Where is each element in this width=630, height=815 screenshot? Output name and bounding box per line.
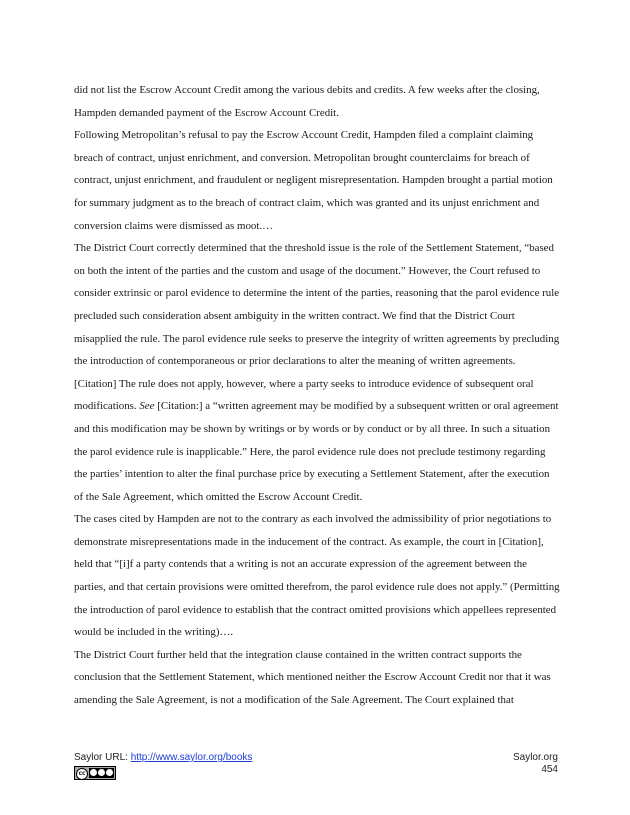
cc-circle-icon: cc <box>76 768 88 780</box>
paragraph <box>74 124 560 237</box>
footer-right <box>513 752 558 776</box>
page-footer <box>74 752 558 777</box>
paragraph <box>74 508 560 644</box>
license-terms-icon <box>89 768 114 778</box>
creative-commons-license-icon[interactable] <box>74 766 116 780</box>
paragraph <box>74 644 560 712</box>
paragraph-text: The cases cited by Hampden are not to the contrary as each involved the admissibility of prior negotiations to demonstrate misrepresentations made in the inducement of the contract. As example, the court in [Citation], held that “[i]f a party contends that a writing is not an accurate expression of the agreement between the parties, and that certain provisions were omitted therefrom, the parol evidence rule does not apply.” (Permitting the introduction of parol evidence to establish that the contract omitted provisions which appellees represented would be included in the writing)…. <box>74 513 560 639</box>
page-body <box>74 79 560 712</box>
paragraph <box>74 237 560 508</box>
footer-site: Saylor.org <box>512 752 558 763</box>
paragraph-text: The District Court further held that the integration clause contained in the written contract supports the conclusion that the Settlement Statement, which mentioned neither the Escrow Account Credit nor that it was amending the Sale Agreement, is not a modification of the Sale Agreement. The Court explained that <box>74 648 551 707</box>
footer-url-label: Saylor URL: <box>74 752 131 763</box>
italic-text: See <box>139 400 155 413</box>
footer-url-link[interactable]: http://www.saylor.org/books <box>130 752 253 763</box>
paragraph <box>74 79 560 124</box>
paragraph-text: did not list the Escrow Account Credit among the various debits and credits. A few weeks after the closing, Hampden demanded payment of the Escrow Account Credit. <box>74 84 540 119</box>
paragraph-text: [Citation:] a “written agreement may be modified by a subsequent written or oral agreement and this modification may be shown by writings or by words or by conduct or by all three. In such a situation the parol evidence rule is inapplicable.” Here, the parol evidence rule does not preclude testimony regarding the parties’ intention to alter the final purchase price by executing a Settlement Statement, after the execution of the Sale Agreement, which omitted the Escrow Account Credit. <box>74 400 559 503</box>
page-number: 454 <box>541 764 558 775</box>
footer-url-line <box>74 752 558 764</box>
paragraph-text: The District Court correctly determined that the threshold issue is the role of the Settlement Statement, “based on both the intent of the parties and the custom and usage of the document.” However, the Court refused to consider extrinsic or parol evidence to determine the intent of the parties, reasoning that the parol evidence rule precluded such consideration absent ambiguity in the written contract. We find that the District Court misapplied the rule. The parol evidence rule seeks to preserve the integrity of written agreements by precluding the introduction of contemporaneous or prior declarations to alter the meaning of written agreements. [Citation] The rule does not apply, however, where a party seeks to introduce evidence of subsequent oral modifications. <box>74 242 560 413</box>
paragraph-text: Following Metropolitan’s refusal to pay the Escrow Account Credit, Hampden filed a complaint claiming breach of contract, unjust enrichment, and conversion. Metropolitan brought counterclaims for breach of contract, unjust enrichment, and fraudulent or negligent misrepresentation. Hampden brought a partial motion for summary judgment as to the breach of contract claim, which was granted and its unjust enrichment and conversion claims were dismissed as moot.… <box>74 129 553 232</box>
